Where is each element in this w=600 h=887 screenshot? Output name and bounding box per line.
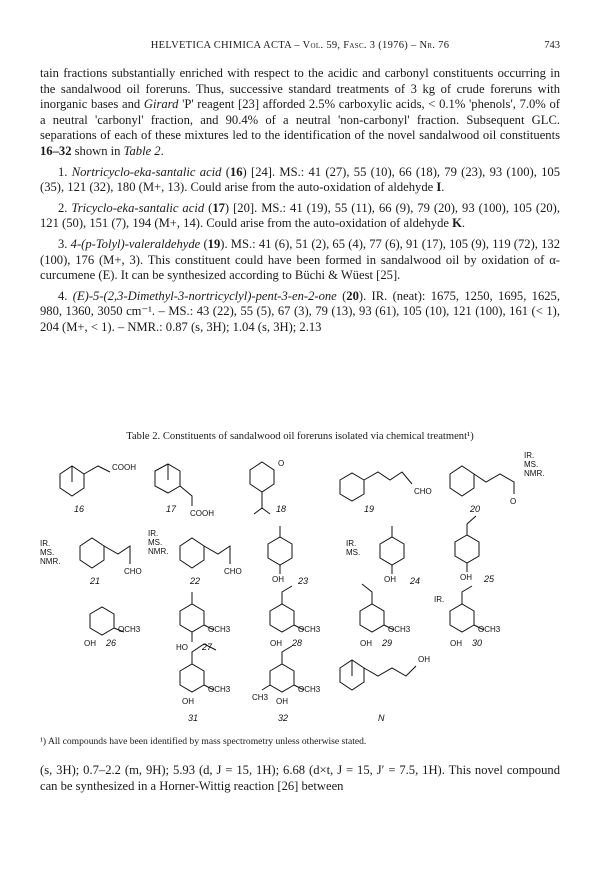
item-3: 3. 4-(p-Tolyl)-valeraldehyde (19). MS.: 41 (6), 51 (2), 65 (4), 77 (6), 91 (17), 105 (9), 119 (72), 132 (100), 176 (M+, 3). This constituent could have been formed in sandalwood oil by oxidation of α-curcumene (E). It can be synthesized according to Büchi & Wüest [25]. bbox=[40, 236, 561, 283]
structure-21 bbox=[80, 538, 130, 568]
compound-17: 17 bbox=[166, 504, 177, 514]
compound-30: 30 bbox=[472, 638, 483, 648]
compound-31: 31 bbox=[188, 713, 199, 723]
label-cho-19: CHO bbox=[414, 487, 432, 496]
label-oh-25: OH bbox=[460, 573, 472, 582]
label-nmr-20: NMR. bbox=[524, 469, 545, 478]
label-ir-30: IR. bbox=[434, 595, 445, 604]
label-och3-29: OCH3 bbox=[388, 625, 411, 634]
label-oh-30: OH bbox=[450, 639, 462, 648]
compound-27: 27 bbox=[202, 642, 213, 652]
structure-27 bbox=[180, 592, 214, 642]
label-o-20: O bbox=[510, 497, 517, 506]
compound-32: 32 bbox=[278, 713, 289, 723]
label-ms-24: MS. bbox=[346, 548, 361, 557]
structure-18 bbox=[250, 462, 274, 514]
label-ms-22: MS. bbox=[148, 538, 163, 547]
compound-20: 20 bbox=[470, 504, 481, 514]
structures-figure bbox=[40, 446, 560, 726]
structure-24 bbox=[380, 526, 404, 574]
structure-16 bbox=[60, 466, 110, 496]
label-ir-24: IR. bbox=[346, 539, 357, 548]
item-1: 1. Nortricyclo-eka-santalic acid (16) [24]. MS.: 41 (27), 55 (10), 66 (18), 79 (23), 93 (100), 105 (35), 121 (32), 180 (M+, 13). Could arise from the auto-oxidation of aldehyde I. bbox=[40, 164, 561, 195]
compound-23: 23 bbox=[298, 576, 309, 586]
label-oh-28: OH bbox=[270, 639, 282, 648]
label-oh-23: OH bbox=[272, 575, 284, 584]
label-och3-26: OCH3 bbox=[118, 625, 141, 634]
structure-22 bbox=[180, 538, 230, 568]
structure-23 bbox=[268, 526, 292, 574]
compound-19: 19 bbox=[364, 504, 375, 514]
compound-24: 24 bbox=[410, 576, 421, 586]
label-cooh-16: COOH bbox=[112, 463, 136, 472]
journal-title: HELVETICA CHIMICA ACTA – Vol. 59, Fasc. 3 (1976) – Nr. 76 bbox=[150, 40, 450, 51]
label-oh-32: OH bbox=[276, 697, 288, 706]
structure-17 bbox=[155, 464, 192, 506]
compound-29: 29 bbox=[382, 638, 393, 648]
label-och3-30: OCH3 bbox=[478, 625, 501, 634]
label-och3-32: OCH3 bbox=[298, 685, 321, 694]
compound-25: 25 bbox=[484, 574, 495, 584]
label-ir-22: IR. bbox=[148, 529, 159, 538]
label-nmr-22: NMR. bbox=[148, 547, 169, 556]
label-ho-27: HO bbox=[176, 643, 188, 652]
compound-28: 28 bbox=[292, 638, 303, 648]
label-ir-20: IR. bbox=[524, 451, 535, 460]
footnote: ¹) All compounds have been identified by mass spectrometry unless otherwise stated. bbox=[40, 736, 367, 747]
continued-text: (s, 3H); 0.7–2.2 (m, 9H); 5.93 (d, J = 15, 1H); 6.68 (d×t, J = 15, J′ = 7.5, 1H). This novel compound can be synthesized in a Horner-Wittig reaction [26] between bbox=[40, 763, 560, 793]
label-och3-31: OCH3 bbox=[208, 685, 231, 694]
main-text bbox=[40, 66, 560, 341]
label-och3-28: OCH3 bbox=[298, 625, 321, 634]
label-oh-24: OH bbox=[384, 575, 396, 584]
label-ms-21: MS. bbox=[40, 548, 55, 557]
compound-16: 16 bbox=[74, 504, 85, 514]
structure-20 bbox=[450, 466, 514, 496]
label-nmr-21: NMR. bbox=[40, 557, 61, 566]
structure-N bbox=[340, 660, 416, 690]
label-o-18: O bbox=[278, 459, 285, 468]
label-cho-22: CHO bbox=[224, 567, 242, 576]
label-oh-29: OH bbox=[360, 639, 372, 648]
compound-18: 18 bbox=[276, 504, 287, 514]
label-oh-26: OH bbox=[84, 639, 96, 648]
item-4: 4. (E)-5-(2,3-Dimethyl-3-nortricyclyl)-pent-3-en-2-one (20). IR. (neat): 1675, 1250, 1695, 1625, 980, 1360, 3050 cm⁻¹. – MS.: 43 (22), 55 (5), 67 (3), 79 (13), 93 (61), 105 (10), 121 (100), 161 (< 1), 204 (M+, < 1). – NMR.: 0.87 (s, 3H); 1.04 (s, 3H); 2.13 bbox=[40, 288, 560, 334]
compound-21: 21 bbox=[90, 576, 101, 586]
compound-N: N bbox=[378, 713, 385, 723]
intro-paragraph: tain fractions substantially enriched with respect to the acidic and carbonyl constituents occurring in the sandalwood oil foreruns. Thus, successive standard treatments of 3 kg of crude foreruns with inorganic bases and Girard 'P' reagent [23] afforded 2.5% carboxylic acids, < 0.1% 'phenols', 7.0% of a neutral 'carbonyl' fraction, and 90.4% of a neutral 'non-carbonyl' fraction. Subsequent GLC. separations of each of these mixtures led to the identification of the novel sandalwood oil constituents 16–32 shown in Table 2. bbox=[40, 66, 560, 158]
compound-26: 26 bbox=[106, 638, 117, 648]
label-och3-27: OCH3 bbox=[208, 625, 231, 634]
structure-19 bbox=[340, 472, 412, 501]
structure-25 bbox=[455, 516, 479, 572]
label-cooh-17: COOH bbox=[190, 509, 214, 518]
running-header bbox=[40, 40, 560, 54]
label-oh-N: OH bbox=[418, 655, 430, 664]
label-cho-21: CHO bbox=[124, 567, 142, 576]
item-2: 2. Tricyclo-eka-santalic acid (17) [20]. MS.: 41 (19), 55 (11), 66 (9), 79 (20), 93 (100), 105 (20), 121 (50), 151 (7), 194 (M+, 14). Could arise from the auto-oxidation of aldehyde K. bbox=[40, 200, 561, 231]
label-ms-20: MS. bbox=[524, 460, 539, 469]
label-ch3-32: CH3 bbox=[252, 693, 269, 702]
compound-22: 22 bbox=[190, 576, 201, 586]
table-caption: Table 2. Constituents of sandalwood oil foreruns isolated via chemical treatment¹) bbox=[126, 431, 474, 442]
label-ir-21: IR. bbox=[40, 539, 51, 548]
page-number: 743 bbox=[544, 40, 560, 51]
label-oh-31: OH bbox=[182, 697, 194, 706]
